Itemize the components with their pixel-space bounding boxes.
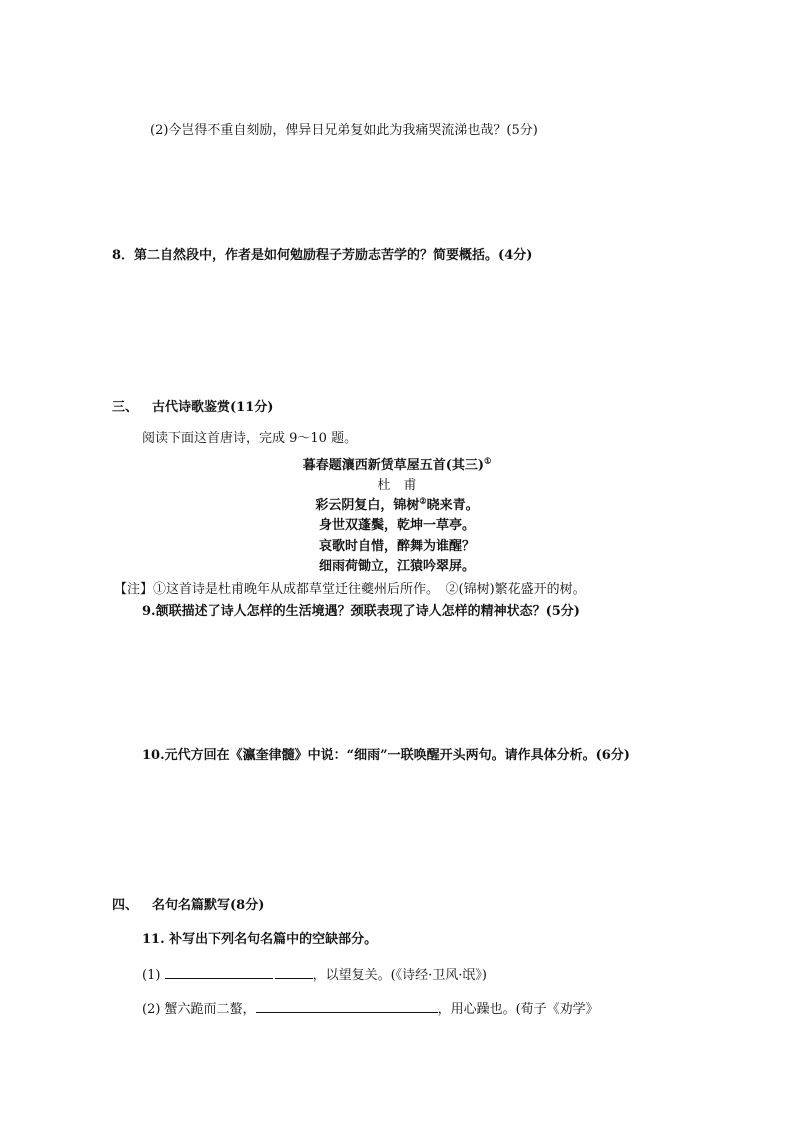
poem-line-2: 身世双蓬鬓，乾坤一草亭。: [318, 518, 475, 533]
section-3-heading: [112, 396, 273, 415]
question-8: 8．第二自然段中，作者是如何勉励程子芳励志苦学的？简要概括。(4分): [112, 248, 533, 263]
poem-line-1: [0, 494, 794, 513]
poem-title-text: 暮春题瀼西新赁草屋五首(其三): [302, 458, 485, 473]
answer-blank-2[interactable]: [256, 1000, 438, 1013]
fill-blank-2: [142, 998, 599, 1017]
fill-blank-2-text-after: ，用心躁也。(荀子《劝学》: [437, 1002, 599, 1017]
section-3-intro: 阅读下面这首唐诗，完成 9～10 题。: [142, 431, 358, 446]
poem-title: [0, 454, 794, 473]
fill-blank-1-text: ，以望复关。(《诗经·卫风·氓》): [312, 968, 487, 983]
poem-line-4: 细雨荷锄立，江猿吟翠屏。: [318, 559, 475, 574]
section-4-heading: [112, 894, 264, 913]
fill-blank-1: [142, 964, 487, 983]
poem-author: 杜 甫: [377, 478, 417, 493]
question-11: 11. 补写出下列名句名篇中的空缺部分。: [142, 932, 378, 947]
poem-line-1-a: 彩云阴复白，锦树: [315, 498, 420, 513]
poem-footnote: 【注】①这首诗是杜甫晚年从成都草堂迁往夔州后所作。 ②(锦树)繁花盛开的树。: [114, 582, 586, 597]
section-4-title: 名句名篇默写(8分): [152, 898, 265, 913]
poem-line-1-footnote-mark: ②: [419, 495, 427, 506]
question-9: 9.颔联描述了诗人怎样的生活境遇？颈联表现了诗人怎样的精神状态？(5分): [142, 604, 580, 619]
answer-blank-1b[interactable]: [275, 966, 313, 979]
poem-line-1-b: 晓来青。: [426, 498, 479, 513]
answer-blank-1a[interactable]: [165, 966, 273, 979]
question-7-2: (2)今岂得不重自刻励，俾异日兄弟复如此为我痛哭流涕也哉？(5分): [150, 123, 538, 138]
section-3-title: 古代诗歌鉴赏(11分): [152, 400, 274, 415]
section-4-number: 四、: [112, 898, 139, 913]
fill-blank-2-text-before: (2) 蟹六跪而二螯，: [142, 1002, 256, 1017]
fill-blank-1-number: (1): [142, 968, 161, 983]
poem-title-footnote-mark: ①: [484, 455, 492, 466]
question-10: 10.元代方回在《瀛奎律髓》中说：“细雨”一联唤醒开头两句。请作具体分析。(6分): [142, 748, 630, 763]
poem-line-3: 哀歌时自惜，醉舞为谁醒？: [318, 539, 475, 554]
section-3-number: 三、: [112, 400, 139, 415]
